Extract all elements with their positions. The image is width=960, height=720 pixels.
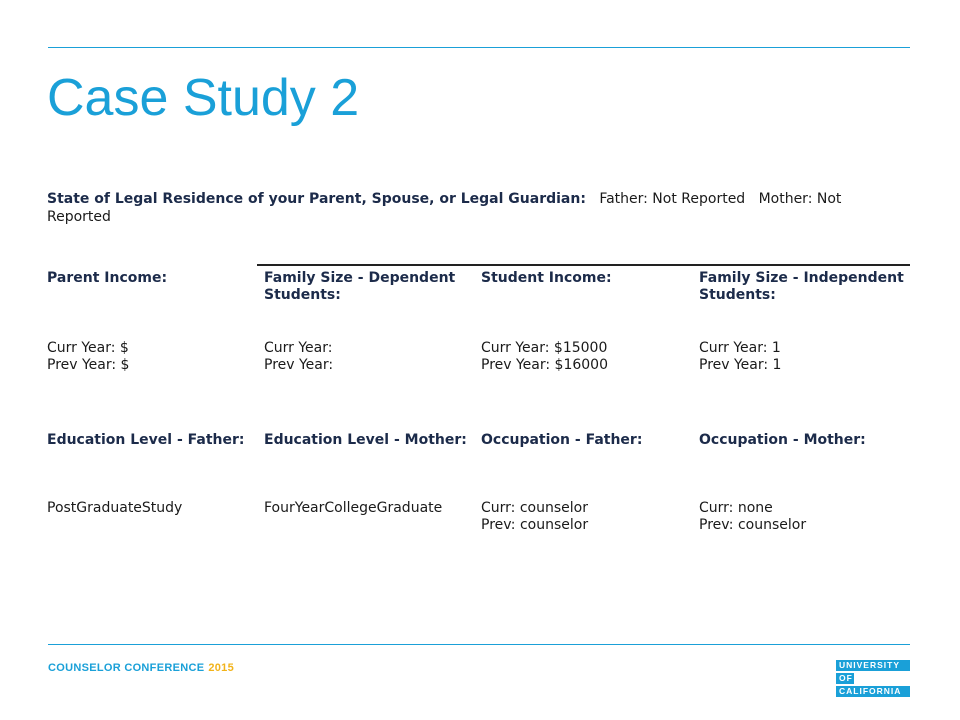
- logo-line-of: OF: [836, 673, 854, 684]
- education-father-level: PostGraduateStudy: [47, 500, 183, 516]
- student-income-values: [481, 340, 691, 374]
- logo-line-university: UNIVERSITY: [836, 660, 910, 671]
- header-student-income: Student Income:: [481, 270, 612, 286]
- occupation-mother-curr: Curr: none: [699, 500, 773, 516]
- footer-year: 2015: [208, 662, 235, 674]
- footer-event: COUNSELOR CONFERENCE: [48, 662, 205, 674]
- occupation-father-values: [481, 500, 691, 534]
- occupation-mother-prev: Prev: counselor: [699, 517, 807, 533]
- header-divider: [257, 264, 910, 266]
- residence-mother: Mother: Not Reported: [47, 191, 842, 225]
- footer-conference: [48, 662, 234, 674]
- residence-label: State of Legal Residence of your Parent, Spouse, or Legal Guardian:: [47, 191, 586, 207]
- parent-income-curr: Curr Year: $: [47, 340, 129, 356]
- family-size-dependent-values: [264, 340, 474, 374]
- university-of-california-logo: [836, 660, 910, 699]
- student-income-prev: Prev Year: $16000: [481, 357, 608, 373]
- residence-father: Father: Not Reported: [599, 191, 746, 207]
- family-size-dependent-curr: Curr Year:: [264, 340, 333, 356]
- occupation-father-prev: Prev: counselor: [481, 517, 589, 533]
- logo-line-california: CALIFORNIA: [836, 686, 910, 697]
- header-parent-income: Parent Income:: [47, 270, 168, 286]
- header-occupation-mother: Occupation - Mother:: [699, 432, 866, 448]
- header-occupation-father: Occupation - Father:: [481, 432, 643, 448]
- occupation-father-curr: Curr: counselor: [481, 500, 588, 516]
- parent-income-prev: Prev Year: $: [47, 357, 130, 373]
- header-family-size-dependent: Family Size - Dependent Students:: [264, 270, 456, 303]
- family-size-independent-curr: Curr Year: 1: [699, 340, 781, 356]
- header-education-mother: Education Level - Mother:: [264, 432, 467, 448]
- legal-residence: [47, 190, 897, 226]
- education-father-value: [47, 500, 257, 517]
- education-mother-level: FourYearCollegeGraduate: [264, 500, 443, 516]
- student-income-curr: Curr Year: $15000: [481, 340, 608, 356]
- occupation-mother-values: [699, 500, 909, 534]
- top-rule: [48, 47, 910, 48]
- header-family-size-independent: Family Size - Independent Students:: [699, 270, 904, 303]
- family-size-independent-prev: Prev Year: 1: [699, 357, 782, 373]
- parent-income-values: [47, 340, 257, 374]
- family-size-dependent-prev: Prev Year:: [264, 357, 334, 373]
- slide-title: Case Study 2: [47, 69, 360, 127]
- education-mother-value: [264, 500, 474, 517]
- header-education-father: Education Level - Father:: [47, 432, 245, 448]
- family-size-independent-values: [699, 340, 909, 374]
- bottom-rule: [48, 644, 910, 645]
